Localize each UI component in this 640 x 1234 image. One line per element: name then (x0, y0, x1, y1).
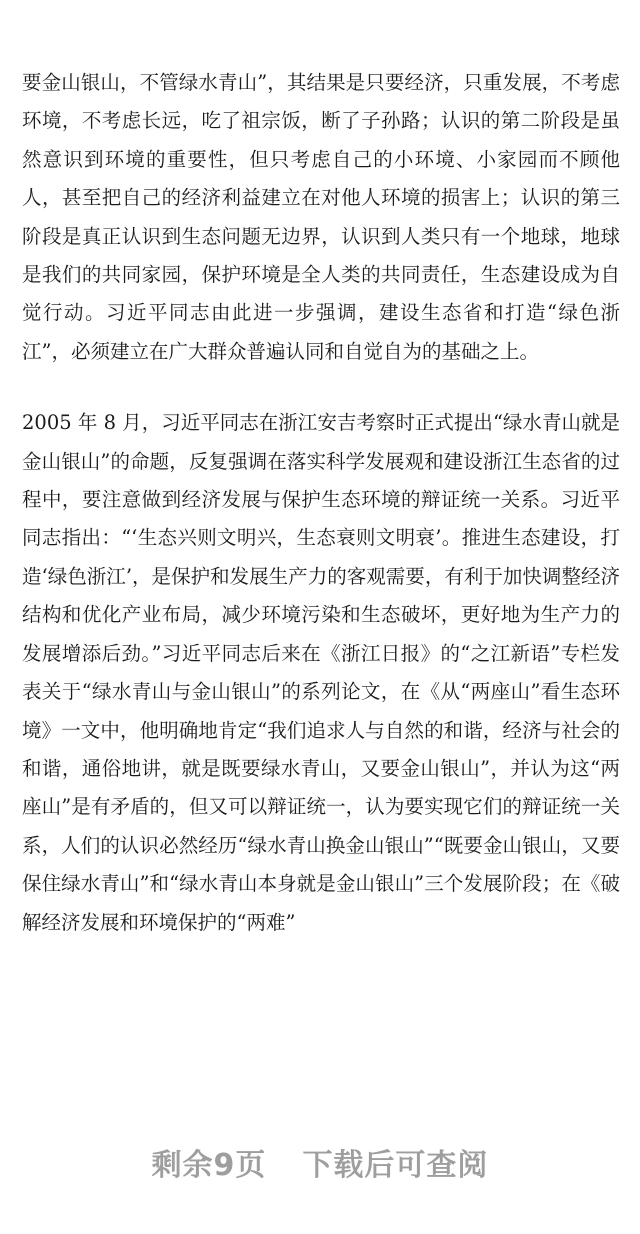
document-body (22, 64, 620, 942)
paragraph: 2005 年 8 月，习近平同志在浙江安吉考察时正式提出“绿水青山就是金山银山”的命题，反复强调在落实科学发展观和建设浙江生态省的过程中，要注意做到经济发展与保护生态环境的辩证统一关系。习近平同志指出：“‘生态兴则文明兴，生态衰则文明衰’。推进生态建设，打造‘绿色浙江’，是保护和发展生产力的客观需要，有利于加快调整经济结构和优化产业布局，减少环境污染和生态破坏，更好地为生产力的发展增添后劲。”习近平同志后来在《浙江日报》的“之江新语”专栏发表关于“绿水青山与金山银山”的系列论文，在《从“两座山”看生态环境》一文中，他明确地肯定“我们追求人与自然的和谐，经济与社会的和谐，通俗地讲，就是既要绿水青山，又要金山银山”，并认为这“两座山”是有矛盾的，但又可以辩证统一，认为要实现它们的辩证统一关系，人们的认识必然经历“绿水青山换金山银山”“既要金山银山，又要保住绿水青山”和“绿水青山本身就是金山银山”三个发展阶段；在《破解经济发展和环境保护的“两难” (22, 411, 620, 934)
remaining-pages-label: 剩余9页 (151, 1148, 267, 1183)
remaining-pages-banner[interactable] (0, 1140, 640, 1184)
paragraph: 要金山银山，不管绿水青山”，其结果是只要经济，只重发展，不考虑环境，不考虑长远，吃了祖宗饭，断了子孙路；认识的第二阶段是虽然意识到环境的重要性，但只考虑自己的小环境、小家园而不顾他人，甚至把自己的经济利益建立在对他人环境的损害上；认识的第三阶段是真正认识到生态问题无边界，认识到人类只有一个地球，地球是我们的共同家园，保护环境是全人类的共同责任，生态建设成为自觉行动。习近平同志由此进一步强调，建设生态省和打造“绿色浙江”，必须建立在广大群众普遍认同和自觉自为的基础之上。 (22, 71, 620, 363)
download-hint-label: 下载后可查阅 (302, 1148, 489, 1183)
